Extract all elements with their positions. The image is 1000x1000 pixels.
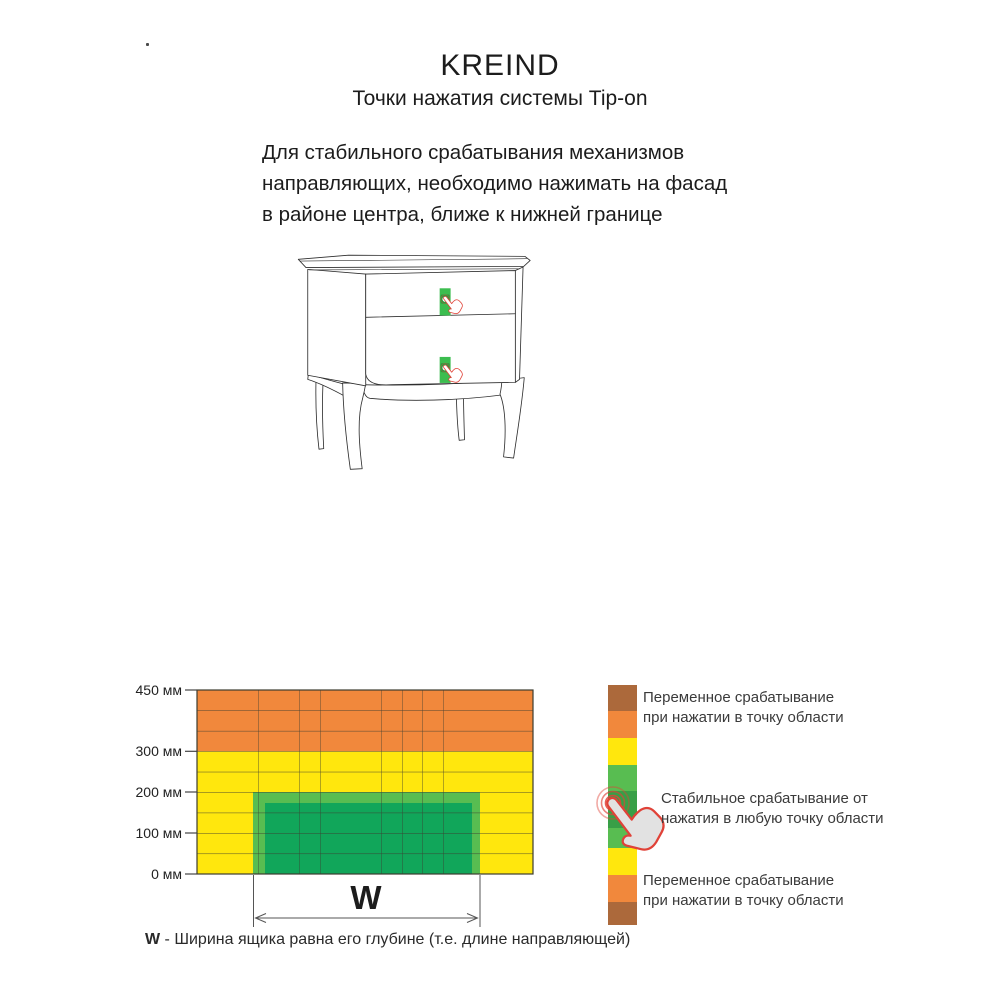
- legend-label-stable: [661, 789, 884, 828]
- diagram-caption: [145, 931, 630, 949]
- legend-label-line: Переменное срабатывание: [643, 689, 835, 706]
- page-title: KREIND: [440, 49, 560, 82]
- nightstand-side-panel: [308, 269, 366, 386]
- nightstand-top: [298, 255, 530, 267]
- nightstand-back-left-leg: [316, 379, 324, 449]
- legend-touch-hand-icon: [592, 782, 672, 864]
- legend-orange-bottom: [608, 875, 637, 902]
- grid-lines: [197, 690, 533, 874]
- nightstand-right-edge: [515, 267, 523, 382]
- nightstand-front-left-leg: [343, 383, 366, 469]
- nightstand-illustration: [290, 240, 710, 630]
- legend-label-variable-top: [643, 688, 844, 727]
- axis-ticks: [185, 690, 197, 874]
- legend-yellow-top: [608, 738, 637, 765]
- legend-brown-bottom: [608, 902, 637, 925]
- description-line: направляющих, необходимо нажимать на фасад: [262, 172, 728, 195]
- axis-label-450: 450 мм: [135, 682, 182, 698]
- description-line: Для стабильного срабатывания механизмов: [262, 141, 685, 164]
- legend-label-variable-bottom: [643, 871, 844, 910]
- nightstand-front-right-leg: [500, 378, 524, 458]
- width-label: W: [350, 879, 382, 916]
- press-zone-grid-diagram: [130, 678, 610, 933]
- axis-label-300: 300 мм: [135, 743, 182, 759]
- legend-label-line: Стабильное срабатывание от: [661, 790, 868, 807]
- caption-width-symbol: W: [145, 931, 161, 948]
- legend-label-line: при нажатии в точку области: [643, 891, 844, 909]
- description-paragraph: [262, 137, 727, 230]
- axis-label-100: 100 мм: [135, 825, 182, 841]
- legend-brown-top: [608, 685, 637, 711]
- legend-label-line: нажатия в любую точку области: [661, 809, 884, 827]
- description-line: в районе центра, ближе к нижней границе: [262, 203, 663, 226]
- page-subtitle: Точки нажатия системы Tip-on: [352, 87, 648, 110]
- axis-label-0: 0 мм: [151, 866, 182, 882]
- axis-label-200: 200 мм: [135, 784, 182, 800]
- stray-dot: [146, 43, 149, 46]
- legend-label-line: при нажатии в точку области: [643, 708, 844, 726]
- legend-label-line: Переменное срабатывание: [643, 872, 835, 889]
- nightstand-molding-line: [310, 269, 520, 270]
- legend-orange-top: [608, 711, 637, 738]
- caption-text: - Ширина ящика равна его глубине (т.е. длине направляющей): [160, 931, 631, 948]
